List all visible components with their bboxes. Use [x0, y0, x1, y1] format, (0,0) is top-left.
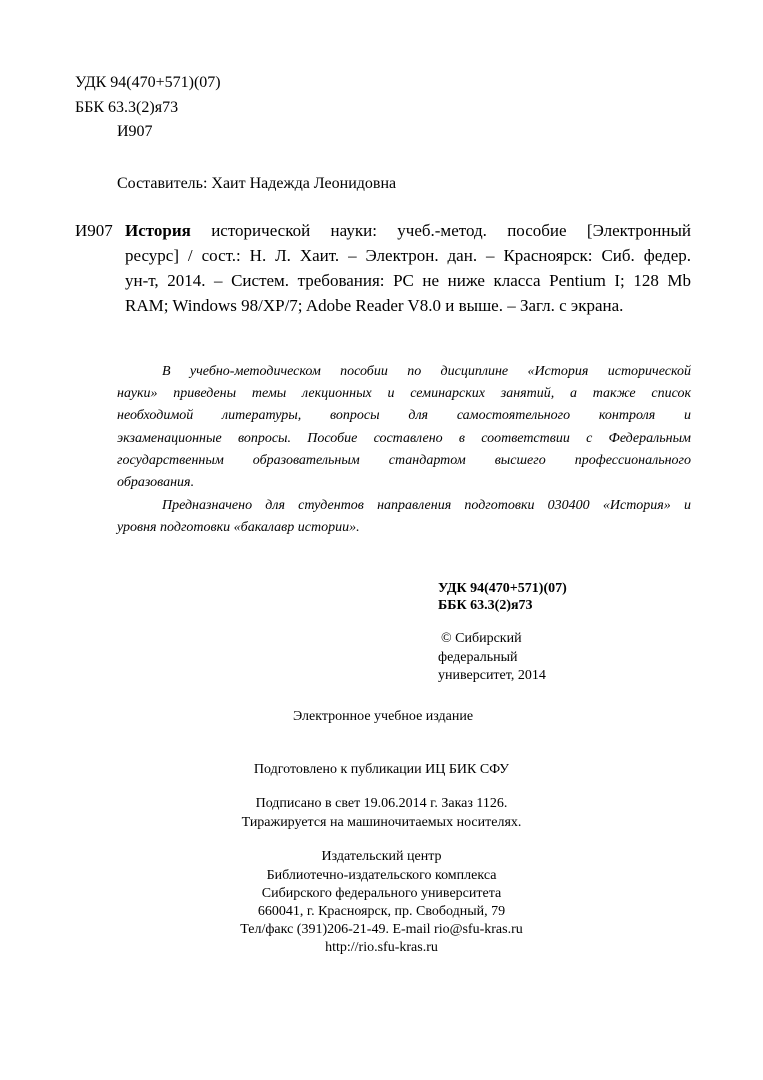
- header-bbk: ББК 63.3(2)я73: [75, 99, 179, 116]
- purpose-line-1-text: Предназначено для студентов направления подготовки 030400 «История» и: [162, 498, 691, 513]
- header-code: И907: [117, 123, 153, 140]
- classification-bbk: ББК 63.3(2)я73: [438, 598, 533, 613]
- classification-udk: УДК 94(470+571)(07): [438, 581, 567, 596]
- copyright-line-2: федеральный: [438, 650, 518, 665]
- abstract-line-3: необходимой литературы, вопросы для самостоятельного контроля и: [117, 408, 691, 424]
- bibliographic-record: [75, 218, 691, 318]
- biblio-line-4: RAM; Windows 98/XP/7; Adobe Reader V8.0 и выше. – Загл. с экрана.: [125, 296, 624, 315]
- signed-line: Подписано в свет 19.06.2014 г. Заказ 1126.: [255, 796, 508, 811]
- abstract-line-1: [117, 361, 691, 383]
- abstract-line-5: государственным образовательным стандартом высшего профессионального: [117, 452, 691, 468]
- abstract-line-2: науки» приведены темы лекционных и семинарских занятий, а также список: [117, 386, 691, 402]
- purpose-paragraph: [117, 495, 691, 539]
- header-udk: УДК 94(470+571)(07): [75, 74, 221, 91]
- biblio-line-2: ресурс] / сост.: Н. Л. Хаит. – Электрон. дан. – Красноярск: Сиб. федер.: [125, 246, 691, 265]
- publisher-contact: Тел/факс (391)206-21-49. E-mail rio@sfu-kras.ru: [240, 922, 523, 937]
- replicated-line: Тиражируется на машиночитаемых носителях.: [241, 815, 522, 830]
- abstract-line-4: экзаменационные вопросы. Пособие составлено в соответствии с Федеральным: [117, 430, 691, 446]
- purpose-line-2: уровня подготовки «бакалавр истории».: [117, 520, 360, 536]
- biblio-code: И907: [75, 221, 113, 240]
- biblio-line-1: [75, 218, 691, 243]
- compiler-line: Составитель: Хаит Надежда Леонидовна: [117, 175, 397, 192]
- edition-type: Электронное учебное издание: [293, 709, 474, 724]
- publisher-url[interactable]: http://rio.sfu-kras.ru: [325, 940, 438, 955]
- abstract-paragraph: [117, 361, 691, 494]
- publisher-line-2: Библиотечно-издательского комплекса: [266, 868, 497, 883]
- biblio-line-3: ун-т, 2014. – Систем. требования: PC не ниже класса Pentium I; 128 Mb: [125, 271, 691, 290]
- biblio-line1-rest: исторической науки: учеб.-метод. пособие [Электронный: [190, 221, 691, 240]
- copyright-line-3: университет, 2014: [438, 668, 546, 683]
- publisher-line-1: Издательский центр: [321, 849, 442, 864]
- abstract-line-6: образования.: [117, 474, 195, 490]
- abstract-line-1-text: В учебно-методическом пособии по дисциплине «История исторической: [162, 364, 691, 379]
- purpose-line-1: [117, 495, 691, 517]
- copyright-line-1: © Сибирский: [441, 631, 522, 646]
- prepared-line: Подготовлено к публикации ИЦ БИК СФУ: [253, 762, 510, 777]
- biblio-title: История: [125, 221, 191, 240]
- publisher-address: 660041, г. Красноярск, пр. Свободный, 79: [257, 904, 506, 919]
- publisher-line-3: Сибирского федерального университета: [261, 886, 502, 901]
